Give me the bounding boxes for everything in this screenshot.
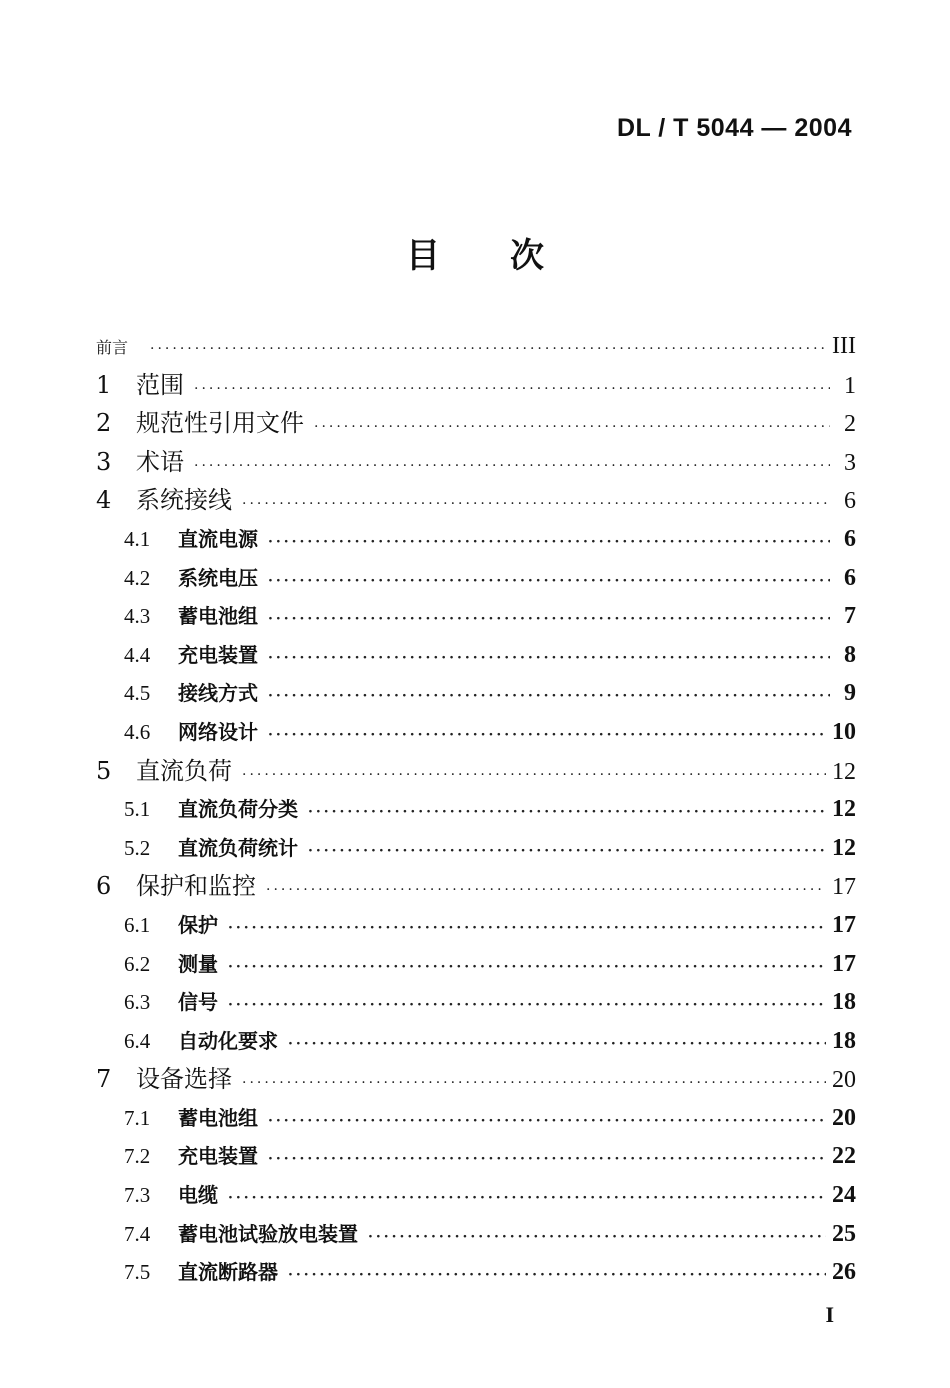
toc-entry-label: 自动化要求 — [178, 1028, 278, 1053]
toc-entry-number: 3 — [96, 447, 112, 476]
toc-entry[interactable] — [96, 520, 856, 559]
toc-entry-number: 4.4 — [124, 642, 151, 667]
toc-entry-label: 规范性引用文件 — [136, 409, 304, 438]
toc-entry-label: 术语 — [136, 447, 184, 476]
toc-entry[interactable] — [96, 906, 856, 945]
toc-dot-leader — [228, 1179, 826, 1218]
toc-entry-label: 设备选择 — [136, 1065, 232, 1094]
toc-entry[interactable] — [96, 636, 856, 675]
toc-entry-number: 4.3 — [124, 604, 151, 629]
toc-entry-label: 充电装置 — [178, 1144, 258, 1169]
page-title — [0, 228, 950, 277]
table-of-contents — [96, 327, 856, 1292]
toc-entry-label: 蓄电池组 — [178, 1105, 258, 1130]
toc-entry-label: 蓄电池试验放电装置 — [178, 1221, 358, 1246]
toc-dot-leader — [308, 793, 826, 832]
toc-dot-leader — [242, 1064, 826, 1103]
toc-entry-label: 充电装置 — [178, 642, 258, 667]
toc-entry-page: 25 — [832, 1220, 856, 1247]
toc-entry-page: 8 — [844, 641, 856, 668]
toc-entry-number: 5 — [96, 756, 112, 785]
toc-entry-number: 2 — [96, 409, 112, 438]
toc-entry-page: 17 — [832, 874, 856, 901]
toc-entry[interactable] — [96, 752, 856, 791]
toc-dot-leader — [268, 523, 830, 562]
toc-entry[interactable] — [96, 829, 856, 868]
toc-entry-page: 24 — [832, 1182, 856, 1209]
toc-dot-leader — [288, 1025, 826, 1064]
toc-dot-leader — [308, 832, 826, 871]
toc-entry-page: 9 — [844, 680, 856, 707]
toc-entry-number: 5.2 — [124, 835, 151, 860]
toc-dot-leader — [242, 485, 830, 524]
toc-entry-page: 12 — [832, 796, 856, 823]
toc-entry-label: 直流负荷统计 — [178, 835, 298, 860]
toc-dot-leader — [314, 408, 830, 447]
toc-entry-number: 7 — [96, 1065, 112, 1094]
toc-entry-page: 20 — [832, 1067, 856, 1094]
toc-entry-label: 信号 — [178, 990, 218, 1015]
toc-entry-page: 7 — [844, 603, 856, 630]
toc-entry-page: 22 — [832, 1143, 856, 1170]
toc-dot-leader — [150, 330, 826, 369]
toc-entry-label: 直流断路器 — [178, 1260, 278, 1285]
toc-entry-label: 接线方式 — [178, 681, 258, 706]
toc-entry-page: 10 — [832, 718, 856, 745]
toc-entry-page: 12 — [832, 758, 856, 785]
toc-entry-number: 4.1 — [124, 526, 151, 551]
toc-entry-label: 蓄电池组 — [178, 604, 258, 629]
toc-entry[interactable] — [96, 945, 856, 984]
toc-entry-page: 18 — [832, 1027, 856, 1054]
toc-entry-label: 前言 — [96, 338, 129, 357]
toc-dot-leader — [268, 1102, 826, 1141]
toc-entry-label: 系统接线 — [136, 486, 232, 515]
toc-entry[interactable] — [96, 404, 856, 443]
toc-dot-leader — [228, 948, 826, 987]
toc-entry[interactable] — [96, 713, 856, 752]
toc-entry-number: 7.4 — [124, 1221, 151, 1246]
toc-dot-leader — [228, 986, 826, 1025]
toc-entry-number: 5.1 — [124, 797, 151, 822]
toc-entry[interactable] — [96, 983, 856, 1022]
title-char-1: 目 — [406, 236, 440, 276]
toc-entry-page: 12 — [832, 834, 856, 861]
toc-entry-page: 18 — [832, 989, 856, 1016]
toc-entry-label: 系统电压 — [178, 565, 258, 590]
toc-entry-page: 17 — [832, 911, 856, 938]
toc-entry-page: 6 — [844, 525, 856, 552]
title-char-2: 次 — [510, 236, 544, 276]
toc-entry[interactable] — [96, 1137, 856, 1176]
toc-entry[interactable] — [96, 559, 856, 598]
toc-entry[interactable] — [96, 481, 856, 520]
page-number: I — [825, 1302, 834, 1327]
toc-entry[interactable] — [96, 790, 856, 829]
toc-entry-label: 测量 — [178, 951, 218, 976]
toc-entry-label: 保护 — [178, 912, 218, 937]
toc-entry-label: 电缆 — [178, 1183, 218, 1208]
toc-entry-number: 7.2 — [124, 1144, 151, 1169]
toc-dot-leader — [368, 1218, 826, 1257]
toc-entry-page: 6 — [844, 488, 856, 515]
toc-entry[interactable] — [96, 327, 856, 366]
toc-dot-leader — [194, 447, 830, 486]
standard-code: DL / T 5044 — 2004 — [616, 114, 852, 142]
toc-dot-leader — [268, 677, 830, 716]
toc-entry-page: 20 — [832, 1104, 856, 1131]
toc-entry-number: 7.1 — [124, 1105, 151, 1130]
toc-dot-leader — [288, 1256, 826, 1295]
toc-entry[interactable] — [96, 1215, 856, 1254]
toc-entry-number: 7.5 — [124, 1260, 151, 1285]
toc-entry[interactable] — [96, 1060, 856, 1099]
toc-entry-number: 6.3 — [124, 990, 151, 1015]
toc-entry-number: 4.5 — [124, 681, 151, 706]
toc-dot-leader — [268, 600, 830, 639]
toc-entry[interactable] — [96, 597, 856, 636]
toc-dot-leader — [266, 871, 826, 910]
toc-entry-page: 17 — [832, 950, 856, 977]
toc-entry[interactable] — [96, 1099, 856, 1138]
toc-entry-label: 直流负荷分类 — [178, 797, 298, 822]
toc-entry[interactable] — [96, 1176, 856, 1215]
toc-entry-label: 直流负荷 — [136, 756, 232, 785]
toc-entry-label: 直流电源 — [178, 526, 258, 551]
toc-dot-leader — [268, 562, 830, 601]
toc-entry-page: III — [832, 333, 856, 359]
toc-entry-number: 4.6 — [124, 719, 151, 744]
toc-dot-leader — [228, 909, 826, 948]
toc-entry-number: 6 — [96, 872, 112, 901]
toc-entry-label: 范围 — [136, 370, 184, 399]
toc-entry[interactable] — [96, 443, 856, 482]
toc-entry-page: 1 — [844, 372, 856, 399]
toc-entry[interactable] — [96, 674, 856, 713]
toc-entry-number: 4 — [96, 486, 112, 515]
toc-entry[interactable] — [96, 867, 856, 906]
toc-entry-page: 3 — [844, 449, 856, 476]
toc-entry-label: 网络设计 — [178, 719, 258, 744]
toc-dot-leader — [194, 370, 830, 409]
toc-entry-number: 4.2 — [124, 565, 151, 590]
toc-entry-number: 6.4 — [124, 1028, 151, 1053]
toc-entry-page: 6 — [844, 564, 856, 591]
toc-entry-number: 6.2 — [124, 951, 151, 976]
toc-dot-leader — [268, 716, 826, 755]
toc-entry-page: 26 — [832, 1259, 856, 1286]
toc-dot-leader — [268, 639, 830, 678]
toc-entry[interactable] — [96, 1253, 856, 1292]
toc-entry-number: 7.3 — [124, 1183, 151, 1208]
toc-entry[interactable] — [96, 1022, 856, 1061]
toc-entry-number: 6.1 — [124, 912, 151, 937]
toc-entry[interactable] — [96, 366, 856, 405]
toc-entry-label: 保护和监控 — [136, 872, 256, 901]
toc-dot-leader — [268, 1140, 826, 1179]
toc-dot-leader — [242, 756, 826, 795]
toc-entry-page: 2 — [844, 411, 856, 438]
toc-entry-number: 1 — [96, 370, 112, 399]
